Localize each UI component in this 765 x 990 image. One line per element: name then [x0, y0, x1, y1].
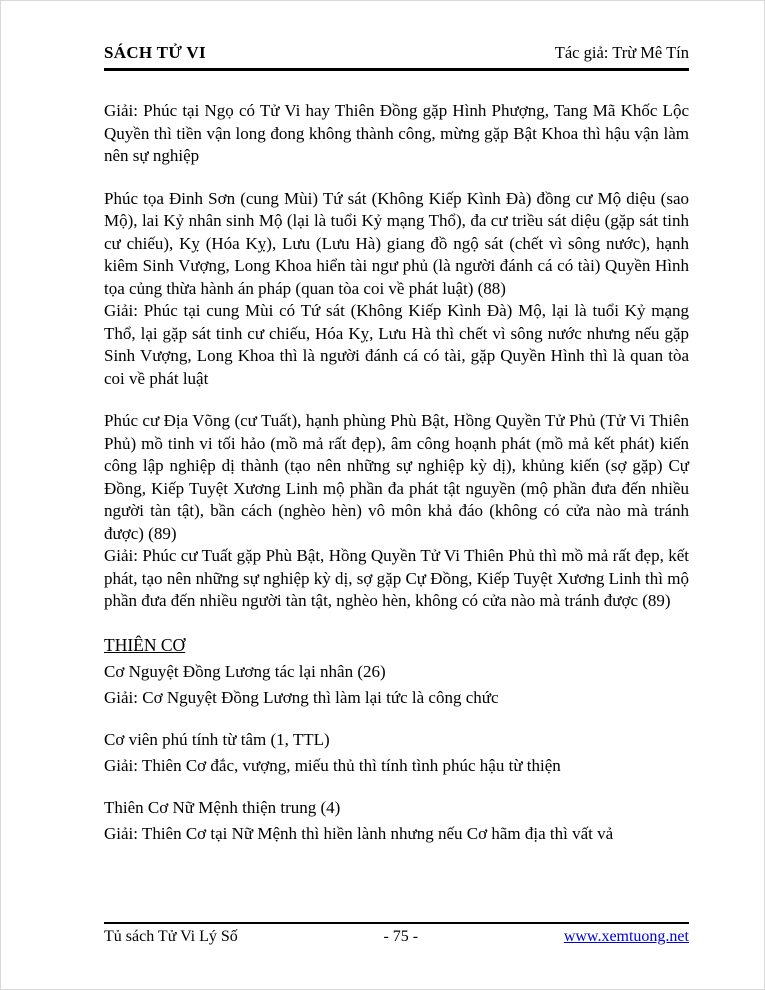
page-footer	[104, 922, 689, 946]
author-credit: Tác giả: Trừ Mê Tín	[554, 43, 689, 62]
paragraph-giai-phuc-cu-tuat: Giải: Phúc cư Tuất gặp Phù Bật, Hồng Quyền Tử Vi Thiên Phủ thì mồ mả rất đẹp, kết phát, tạo nên những sự nghiệp kỳ dị, sợ gặp Cự Đồng, Kiếp Tuyệt Xương Linh thì mộ phần đưa đến nhiều người tàn tật, nghèo hèn, không có cửa nào mà tránh được (89)	[104, 546, 689, 610]
footer-series-title: Tủ sách Tử Vi Lý Số	[104, 928, 238, 945]
paragraph-giai-phuc-tai-mui: Giải: Phúc tại cung Mùi có Tứ sát (Không Kiếp Kình Đà) Mộ, lại là tuổi Kỷ mạng Thổ, lại gặp sát tinh cư chiếu, Hóa Kỵ, Lưu Hà thì chết vì sông nước nhưng nếu gặp Sinh Vượng, Long Khoa thì là người đánh cá có tài, gặp Quyền Hình thì là quan tòa coi về phát luật	[104, 301, 689, 388]
footer-page-number: - 75 -	[383, 928, 419, 945]
explanation-co-nguyet-dong-luong: Giải: Cơ Nguyệt Đồng Lương thì làm lại tức là công chức	[104, 687, 499, 707]
verse-thien-co-nu-menh: Thiên Cơ Nữ Mệnh thiện trung (4)	[104, 798, 341, 817]
paragraph-phuc-toa-dinh-son: Phúc tọa Đinh Sơn (cung Mùi) Tứ sát (Không Kiếp Kình Đà) đồng cư Mộ diệu (sao Mộ), lai Kỷ nhân sinh Mộ (lại là tuổi Kỷ mạng Thổ), đa cư triều sát diệu (gặp sát tinh cư chiếu), Kỵ (Hóa Kỵ), Lưu (Lưu Hà) giang đồ ngộ sát (chết vì sông nước), hạnh kiêm Sinh Vượng, Long Khoa hiển tài ngư phủ (là người đánh cá có tài) Quyền Hình tọa củng thừa hành án pháp (quan tòa coi về phát luật) (88)	[104, 188, 689, 298]
verse-co-nguyet-dong-luong: Cơ Nguyệt Đồng Lương tác lại nhân (26)	[104, 662, 386, 681]
explanation-co-vien-phu: Giải: Thiên Cơ đắc, vượng, miếu thủ thì tính tình phúc hậu từ thiện	[104, 755, 561, 775]
paragraph-giai-phuc-tai-ngo: Giải: Phúc tại Ngọ có Tử Vi hay Thiên Đồng gặp Hình Phượng, Tang Mã Khốc Lộc Quyền thì tiền vận long đong không thành công, mừng gặp Bật Khoa thì hậu vận làm nên sự nghiệp	[104, 101, 689, 165]
explanation-thien-co-nu-menh: Giải: Thiên Cơ tại Nữ Mệnh thì hiền lành nhưng nếu Cơ hãm địa thì vất vả	[104, 823, 614, 843]
footer-website-link[interactable]: www.xemtuong.net	[563, 928, 689, 945]
paragraph-phuc-cu-dia-vong: Phúc cư Địa Võng (cư Tuất), hạnh phùng Phù Bật, Hồng Quyền Tử Phủ (Tử Vi Thiên Phủ) mồ tinh vi tối hảo (mồ mả rất đẹp), âm công hoạnh phát (mồ mả kết phát) kiến công lập nghiệp dị thành (tạo nên những sự nghiệp kỳ dị), khủng kiến (sợ gặp) Cự Đồng, Kiếp Tuyệt Xương Linh mộ phần đa phát tật nguyền (mộ phần đưa đến nhiều người tàn tật), bần cách (nghèo hèn) vô môn khả đáo (không có cửa nào mà tránh được) (89)	[104, 411, 689, 543]
book-title: SÁCH TỬ VI	[104, 43, 206, 62]
verse-co-vien-phu: Cơ viên phú tính từ tâm (1, TTL)	[104, 730, 330, 749]
page-body	[104, 71, 689, 845]
page-header	[104, 1, 689, 71]
section-heading-thien-co: THIÊN CƠ	[104, 634, 186, 655]
